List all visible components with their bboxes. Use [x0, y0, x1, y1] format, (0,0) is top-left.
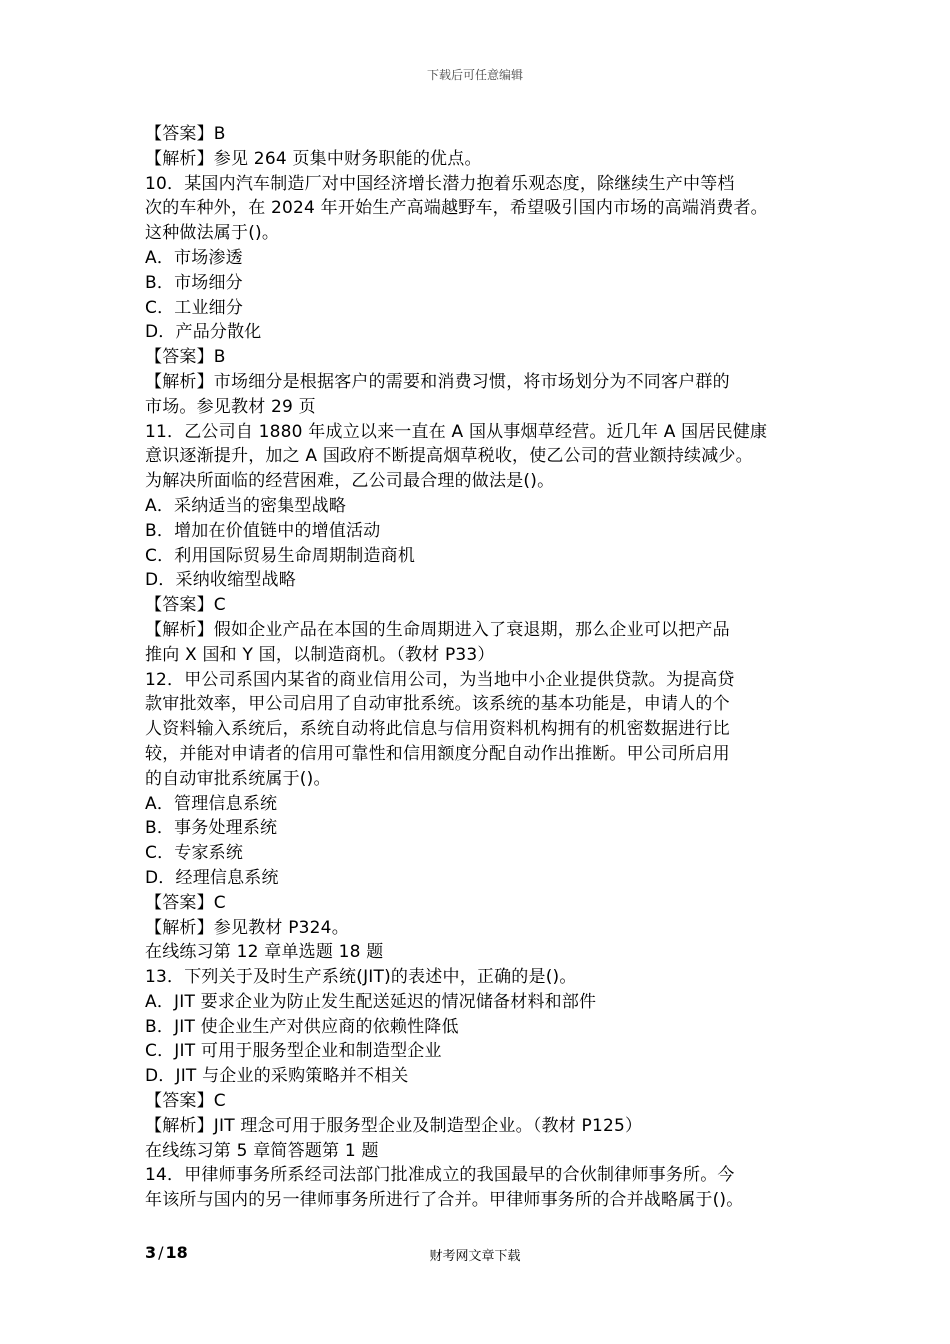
text-line: 较，并能对申请者的信用可靠性和信用额度分配自动作出推断。甲公司所启用 [145, 743, 730, 764]
text-line: 【答案】B [145, 124, 226, 144]
page-total: 18 [165, 1243, 188, 1262]
text-line: B．增加在价值链中的增值活动 [145, 520, 381, 541]
text-line: 【解析】参见教材 P324。 [145, 917, 349, 938]
text-line: D．经理信息系统 [145, 867, 279, 888]
text-line: B．事务处理系统 [145, 818, 278, 839]
text-line: D．采纳收缩型战略 [145, 570, 296, 591]
text-line: C．专家系统 [145, 843, 244, 864]
text-line: 在线练习第 12 章单选题 18 题 [145, 942, 384, 963]
text-line: D．产品分散化 [145, 322, 262, 343]
text-line: 10．某国内汽车制造厂对中国经济增长潜力抱着乐观态度，除继续生产中等档 [145, 173, 735, 194]
text-line: 11．乙公司自 1880 年成立以来一直在 A 国从事烟草经营。近几年 A 国居民健康 [145, 421, 768, 442]
page-separator: / [158, 1243, 164, 1262]
text-line: A．管理信息系统 [145, 793, 278, 814]
document-body [145, 122, 825, 1213]
text-line: D．JIT 与企业的采购策略并不相关 [145, 1066, 409, 1087]
text-line: C．JIT 可用于服务型企业和制造型企业 [145, 1041, 442, 1062]
text-line: 的自动审批系统属于()。 [145, 768, 331, 789]
page-current: 3 [145, 1243, 157, 1262]
text-line: B．市场细分 [145, 272, 243, 293]
text-line: C．工业细分 [145, 297, 244, 318]
text-line: 次的车种外，在 2024 年开始生产高端越野车，希望吸引国内市场的高端消费者。 [145, 198, 768, 219]
text-line: 款审批效率，甲公司启用了自动审批系统。该系统的基本功能是，申请人的个 [145, 694, 730, 715]
text-line: 13．下列关于及时生产系统(JIT)的表述中，正确的是()。 [145, 967, 577, 988]
text-line: 为解决所面临的经营困难，乙公司最合理的做法是()。 [145, 471, 555, 492]
text-line: 年该所与国内的另一律师事务所进行了合并。甲律师事务所的合并战略属于()。 [145, 1190, 744, 1211]
text-line: 【解析】假如企业产品在本国的生命周期进入了衰退期，那么企业可以把产品 [145, 619, 730, 640]
text-line: 人资料输入系统后，系统自动将此信息与信用资料机构拥有的机密数据进行比 [145, 719, 730, 740]
text-line: B．JIT 使企业生产对供应商的依赖性降低 [145, 1016, 459, 1037]
text-line: 【答案】C [145, 892, 226, 913]
text-line: A．采纳适当的密集型战略 [145, 495, 347, 516]
text-line: C．利用国际贸易生命周期制造商机 [145, 545, 416, 566]
text-line: 【答案】C [145, 1091, 226, 1112]
text-line: 这种做法属于()。 [145, 223, 280, 244]
page-footer: 财考网文章下载 [429, 1249, 521, 1264]
text-line: A．JIT 要求企业为防止发生配送延迟的情况储备材料和部件 [145, 991, 597, 1012]
text-line: 意识逐渐提升，加之 A 国政府不断提高烟草税收，使乙公司的营业额持续减少。 [145, 446, 753, 467]
text-line: 14．甲律师事务所系经司法部门批准成立的我国最早的合伙制律师事务所。今 [145, 1165, 735, 1186]
text-line: 【解析】JIT 理念可用于服务型企业及制造型企业。（教材 P125） [145, 1115, 643, 1136]
page-header: 下载后可任意编辑 [426, 68, 523, 82]
text-line: 在线练习第 5 章简答题第 1 题 [145, 1140, 379, 1161]
text-line: 【答案】B [145, 347, 226, 368]
text-line: A．市场渗透 [145, 247, 243, 268]
text-line: 【解析】市场细分是根据客户的需要和消费习惯，将市场划分为不同客户群的 [145, 371, 730, 392]
text-line: 【解析】参见 264 页集中财务职能的优点。 [145, 148, 482, 169]
text-line: 【答案】C [145, 595, 226, 616]
text-line: 12．甲公司系国内某省的商业信用公司，为当地中小企业提供贷款。为提高贷 [145, 669, 735, 690]
text-line: 市场。参见教材 29 页 [145, 396, 316, 417]
text-line: 推向 X 国和 Y 国，以制造商机。（教材 P33） [145, 644, 495, 665]
